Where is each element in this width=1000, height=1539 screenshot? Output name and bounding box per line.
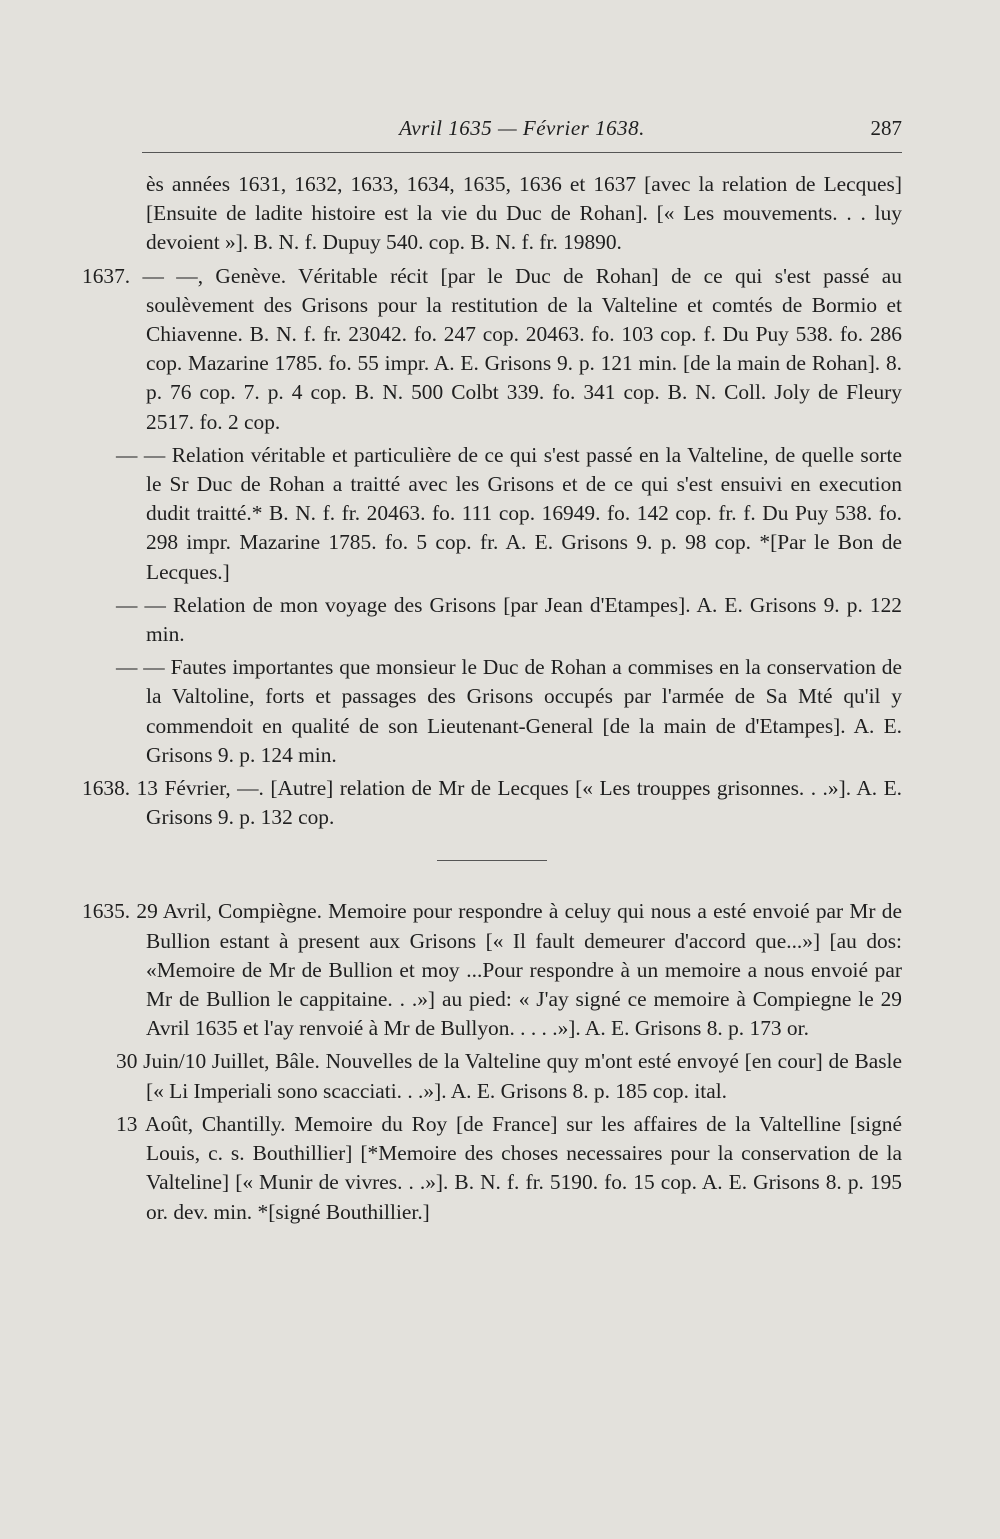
header-rule	[142, 152, 902, 153]
page-number: 287	[870, 116, 902, 140]
entry-1638-relation: 1638. 13 Février, —. [Autre] relation de Mr de Lecques [« Les trouppes grisonnes. . .»]. A. E. Grisons 9. p. 132 cop.	[82, 776, 902, 830]
entry-fautes-importantes: — — Fautes importantes que monsieur le Duc de Rohan a commises en la conservation de la Valtoline, forts et passages des Grisons occupés par l'armée de Sa Mté qu'il y commendoit en qualité de son Lieutenant-General [de la main de d'Etampes]. A. E. Grisons 9. p. 124 min.	[116, 655, 902, 767]
section-separator	[437, 860, 547, 861]
entry-continuation: ès années 1631, 1632, 1633, 1634, 1635, 1636 et 1637 [avec la relation de Lecques] [Ensuite de ladite histoire est la vie du Duc de Rohan]. [« Les mouvements. . . luy devoient »]. B. N. f. Dupuy 540. cop. B. N. f. fr. 19890.	[146, 172, 902, 255]
entry-1637-veritable-recit: 1637. — —, Genève. Véritable récit [par le Duc de Rohan] de ce qui s'est passé au soulèvement des Grisons pour la restitution de la Valteline et comtés de Bormio et Chiavenne. B. N. f. fr. 23042. fo. 247 cop. 20463. fo. 103 cop. f. Du Puy 538. fo. 286 cop. Mazarine 1785. fo. 55 impr. A. E. Grisons 9. p. 121 min. [de la main de Rohan]. 8. p. 76 cop. 7. p. 4 cop. B. N. 500 Colbt 339. fo. 341 cop. B. N. Coll. Joly de Fleury 2517. fo. 2 cop.	[82, 263, 902, 434]
header-title: Avril 1635 — Février 1638.	[399, 116, 645, 140]
entry-nouvelles-valteline: 30 Juin/10 Juillet, Bâle. Nouvelles de la Valteline quy m'ont esté envoyé [en cour] de Basle [« Li Imperiali sono scacciati. . .»]. A. E. Grisons 8. p. 185 cop. ital.	[116, 1049, 902, 1103]
entry-relation-voyage: — — Relation de mon voyage des Grisons [par Jean d'Etampes]. A. E. Grisons 9. p. 122 min.	[116, 592, 902, 647]
entry-relation-veritable: — — Relation véritable et particulière de ce qui s'est passé en la Valteline, de quelle sorte le Sr Duc de Rohan a traitté avec les Grisons et de ce qui s'est ensuivi en execution dudit traitté.* B. N. f. fr. 20463. fo. 111 cop. 16949. fo. 142 cop. fr. f. Du Puy 538. fo. 298 impr. Mazarine 1785. fo. 5 cop. fr. A. E. Grisons 9. p. 98 cop. *[Par le Bon de Lecques.]	[116, 442, 902, 584]
entry-1635-memoire-bullion: 1635. 29 Avril, Compiègne. Memoire pour respondre à celuy qui nous a esté envoié par Mr de Bullion estant à present aux Grisons [« Il fault demeurer d'accord que...»] [au dos: «Memoire de Mr de Bullion et moy ...Pour respondre à un memoire a nous envoié par Mr de Bullion le cappitaine. . .»] au pied: « J'ay signé ce memoire à Compiegne le 29 Avril 1635 et l'ay renvoié à Mr de Bullyon. . . . .»]. A. E. Grisons 8. p. 173 or.	[82, 899, 902, 1041]
entry-memoire-du-roy: 13 Août, Chantilly. Memoire du Roy [de France] sur les affaires de la Valtelline [signé Louis, c. s. Bouthillier] [*Memoire des choses necessaires pour la conservation de la Valteline] [« Munir de vivres. . .»]. B. N. f. fr. 5190. fo. 15 cop. A. E. Grisons 8. p. 195 or. dev. min. *[signé Bouthillier.]	[116, 1111, 902, 1224]
document-body	[82, 170, 902, 1231]
running-header	[142, 116, 902, 148]
